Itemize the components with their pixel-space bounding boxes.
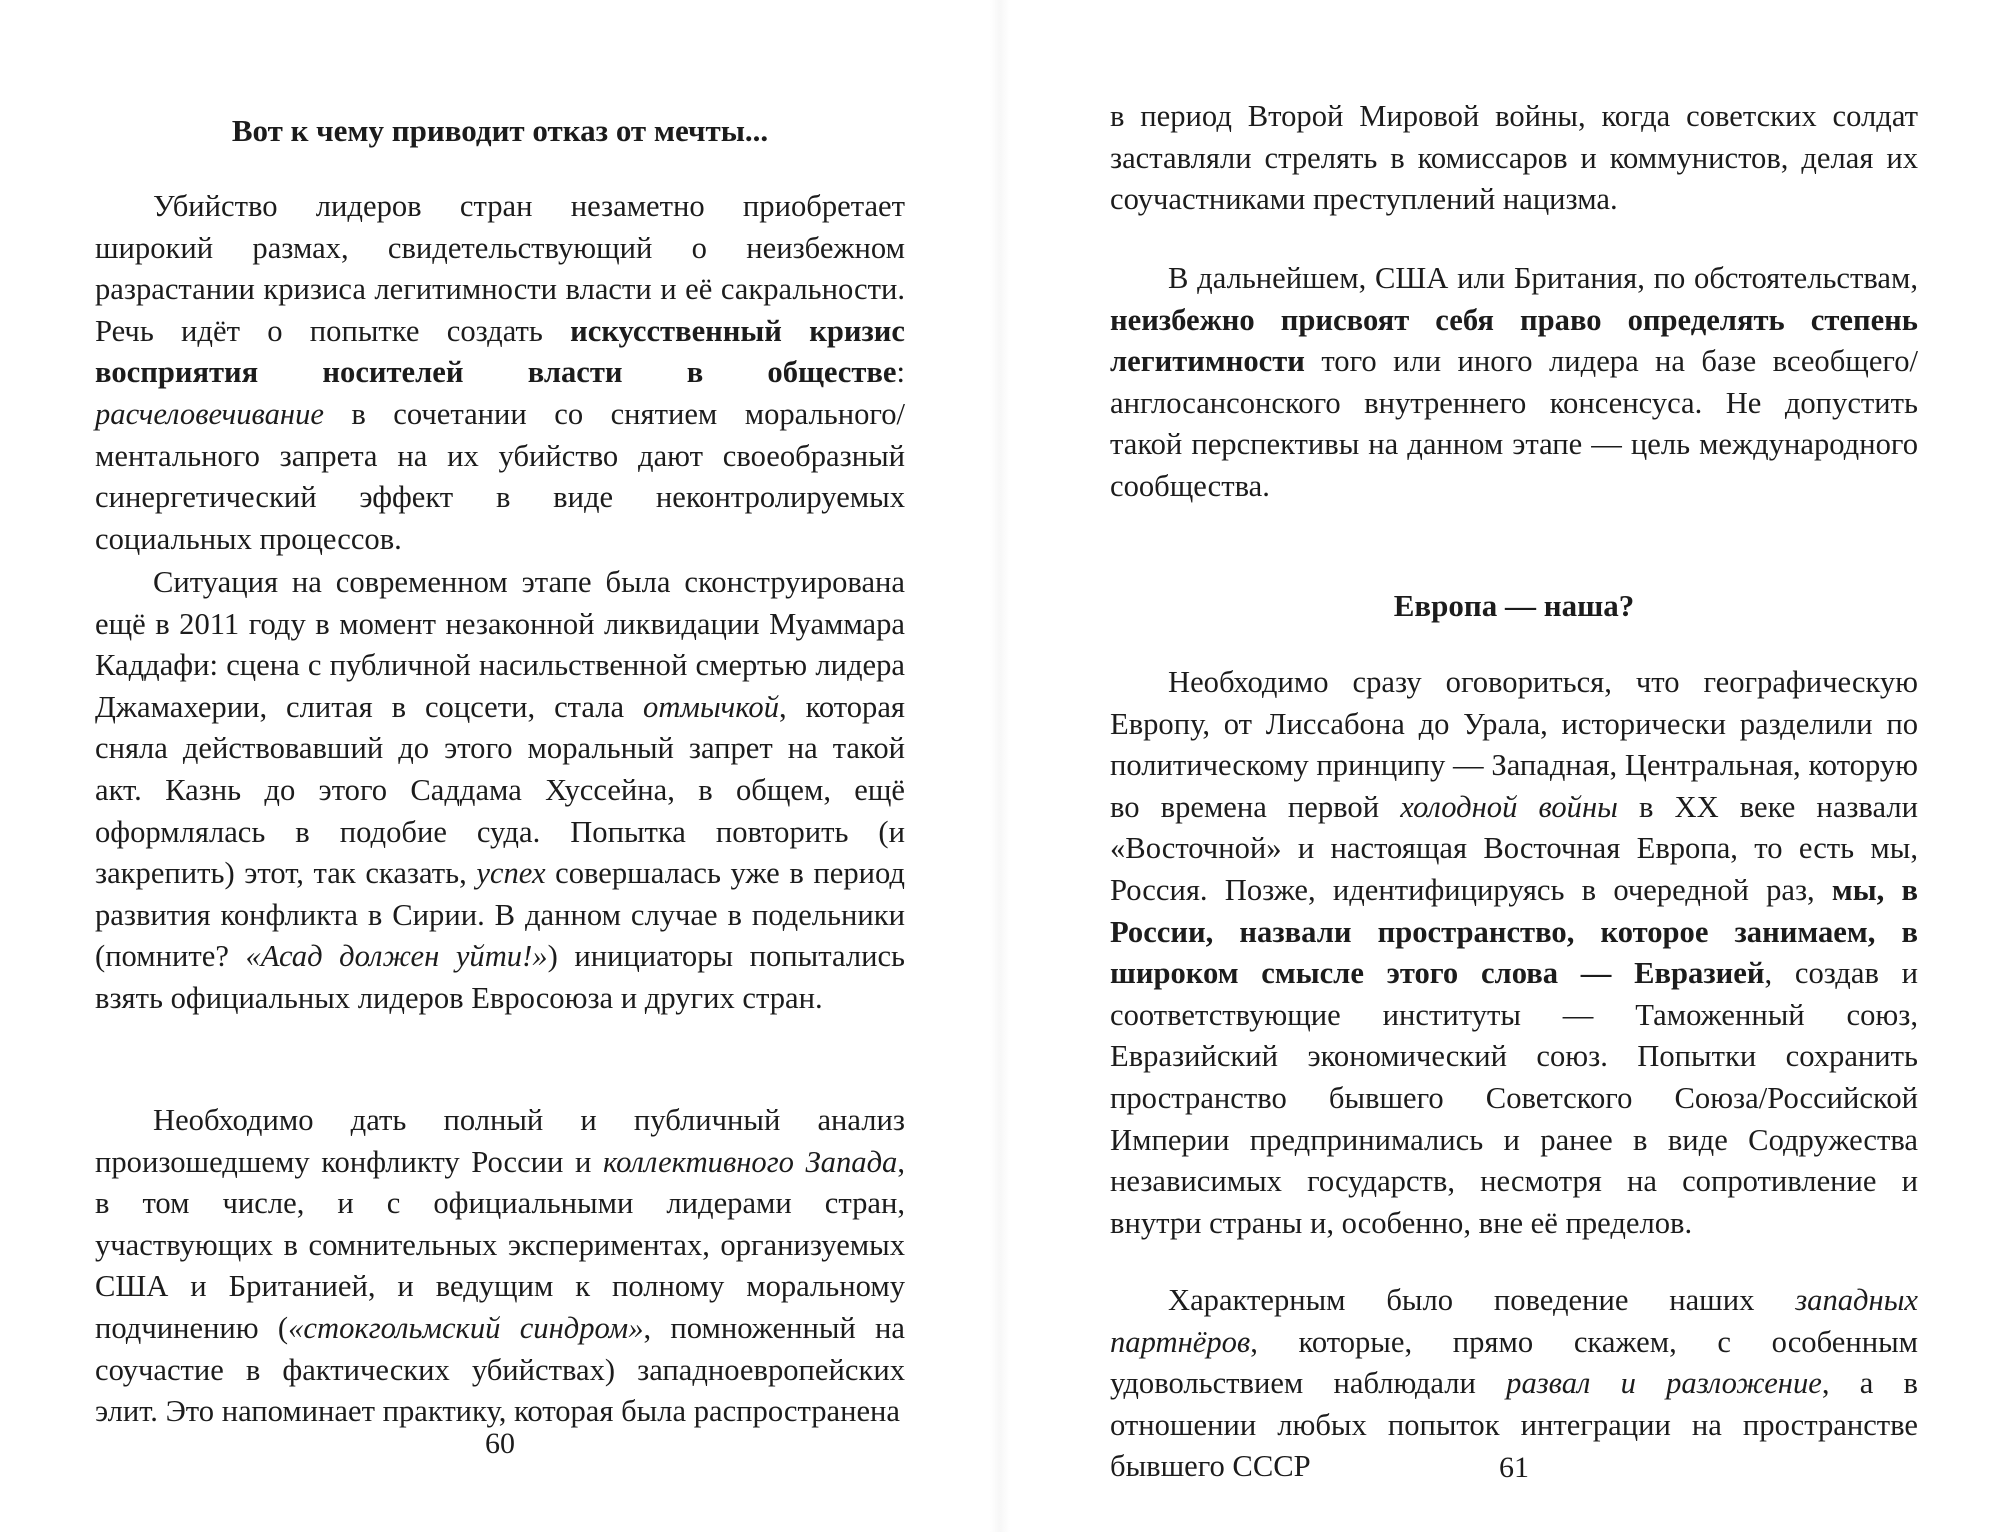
right-page bbox=[1110, 0, 1918, 1532]
paragraph: В дальнейшем, США или Британия, по обстоятельствам, неизбежно присвоят себя право определять степень легитимности того или иного лидера на базе всеобщего/англосансонского внутреннего консенсуса. Не допустить такой перспективы на данном этапе — цель международного сообщества. bbox=[1110, 261, 1918, 503]
paragraph: в период Второй Мировой войны, когда советских солдат заставляли стрелять в комиссаров и коммунистов, делая их соучастниками преступлений нацизма. bbox=[1110, 99, 1918, 217]
paragraph: Убийство лидеров стран незаметно приобретает широкий размах, свидетельствующий о неизбежном разрастании кризиса легитимности власти и её сакральности. Речь идёт о попытке создать искусственный кризис восприятия носителей власти в обществе: расчеловечивание в сочетании со снятием морального/ментального запрета на их убийство дают своеобразный синергетический эффект в виде неконтролируемых социальных процессов. bbox=[95, 189, 905, 556]
left-page bbox=[95, 0, 905, 1532]
page-number: 60 bbox=[485, 1427, 515, 1460]
paragraph: Необходимо сразу оговориться, что географическую Европу, от Лиссабона до Урала, исторически разделили по политическому принципу — Западная, Центральная, которую во времена первой холодной войны в XX веке назвали «Восточной» и настоящая Восточная Европа, то есть мы, Россия. Позже, идентифицируясь в очередной раз, мы, в России, назвали пространство, которое занимаем, в широком смысле этого слова — Евразией, создав и соответствующие институты — Таможенный союз, Евразийский экономический союз. Попытки сохранить пространство бывшего Советского Союза/Российской Империи предпринимались и ранее в виде Содружества независимых государств, несмотря на сопротивление и внутри страны и, особенно, вне её пределов. bbox=[1110, 665, 1918, 1240]
section-heading: Вот к чему приводит отказ от мечты... bbox=[231, 113, 769, 148]
page-number: 61 bbox=[1499, 1451, 1529, 1484]
paragraph: Ситуация на современном этапе была сконструирована ещё в 2011 году в момент незаконной ликвидации Муаммара Каддафи: сцена с публичной насильственной смертью лидера Джамахерии, слитая в соцсети, стала отмычкой, которая сняла действовавший до этого моральный запрет на такой акт. Казнь до этого Саддама Хуссейна, в общем, ещё оформлялась в подобие суда. Попытка повторить (и закрепить) этот, так сказать, успех совершалась уже в период развития конфликта в Сирии. В данном случае в подельники (помните? «Асад должен уйти!») инициаторы попытались взять официальных лидеров Евросоюза и других стран. bbox=[95, 565, 905, 1015]
book-gutter bbox=[990, 0, 1010, 1532]
paragraph: Характерным было поведение наших западных партнёров, которые, прямо скажем, с особенным удовольствием наблюдали развал и разложение, а в отношении любых попыток интеграции на пространстве бывшего СССР bbox=[1110, 1283, 1918, 1484]
paragraph: Необходимо дать полный и публичный анализ произошедшему конфликту России и коллективного Запада, в том числе, и с официальными лидерами стран, участвующих в сомнительных экспериментах, организуемых США и Британией, и ведущим к полному моральному подчинению («стокгольмский синдром», помноженный на соучастие в фактических убийствах) западноевропейских элит. Это напоминает практику, которая была распространена bbox=[95, 1103, 906, 1429]
section-heading: Европа — наша? bbox=[1393, 588, 1635, 623]
